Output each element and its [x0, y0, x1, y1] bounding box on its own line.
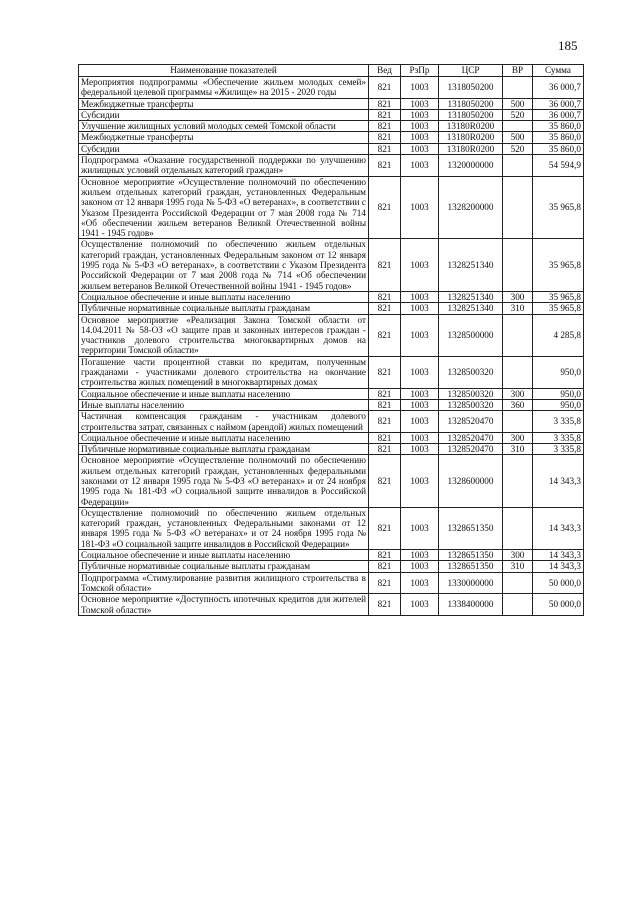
- row-csr-cell: 1320000000: [439, 155, 503, 177]
- row-name-cell: Иные выплаты населению: [79, 399, 369, 410]
- row-rzpr-cell: 1003: [401, 356, 439, 388]
- table-row: [79, 98, 584, 109]
- header-csr: ЦСР: [439, 65, 503, 77]
- table-row: [79, 550, 584, 561]
- header-name: Наименование показателей: [79, 65, 369, 77]
- row-csr-cell: 13180R0200: [439, 132, 503, 143]
- row-ved-cell: 821: [369, 388, 401, 399]
- row-ved-cell: 821: [369, 455, 401, 507]
- row-name-cell: Публичные нормативные социальные выплаты гражданам: [79, 561, 369, 572]
- table-row: [79, 291, 584, 302]
- row-rzpr-cell: 1003: [401, 432, 439, 443]
- row-ved-cell: 821: [369, 572, 401, 594]
- row-vr-cell: [503, 77, 533, 99]
- row-rzpr-cell: 1003: [401, 176, 439, 239]
- row-rzpr-cell: 1003: [401, 291, 439, 302]
- row-rzpr-cell: 1003: [401, 399, 439, 410]
- table-header-row: [79, 65, 584, 77]
- row-sum-cell: 35 965,8: [533, 303, 584, 314]
- row-sum-cell: 36 000,7: [533, 77, 584, 99]
- row-sum-cell: 3 335,8: [533, 432, 584, 443]
- row-name-cell: Социальное обеспечение и иные выплаты населению: [79, 291, 369, 302]
- row-rzpr-cell: 1003: [401, 121, 439, 132]
- row-rzpr-cell: 1003: [401, 455, 439, 507]
- row-name-cell: Подпрограмма «Стимулирование развития жилищного строительства в Томской области»: [79, 572, 369, 594]
- row-name-cell: Социальное обеспечение и иные выплаты населению: [79, 432, 369, 443]
- row-rzpr-cell: 1003: [401, 572, 439, 594]
- header-sum: Сумма: [533, 65, 584, 77]
- row-sum-cell: 50 000,0: [533, 594, 584, 616]
- row-name-cell: Межбюджетные трансферты: [79, 98, 369, 109]
- table-row: [79, 109, 584, 120]
- row-rzpr-cell: 1003: [401, 411, 439, 433]
- row-ved-cell: 821: [369, 399, 401, 410]
- row-vr-cell: [503, 239, 533, 291]
- row-vr-cell: [503, 121, 533, 132]
- row-csr-cell: 1328520470: [439, 411, 503, 433]
- row-csr-cell: 1328251340: [439, 239, 503, 291]
- row-ved-cell: 821: [369, 594, 401, 616]
- table-row: [79, 121, 584, 132]
- page-number: 185: [558, 38, 578, 53]
- row-rzpr-cell: 1003: [401, 550, 439, 561]
- row-csr-cell: 1328251340: [439, 291, 503, 302]
- table-body: [79, 77, 584, 616]
- row-name-cell: Межбюджетные трансферты: [79, 132, 369, 143]
- row-name-cell: Основное мероприятие «Реализация Закона Томской области от 14.04.2011 № 58-ОЗ «О защите прав и законных интересов граждан - участников долевого строительства многоквартирных домов на территории Томской области»: [79, 314, 369, 356]
- table-row: [79, 356, 584, 388]
- row-ved-cell: 821: [369, 176, 401, 239]
- row-csr-cell: 1328520470: [439, 444, 503, 455]
- row-sum-cell: 14 343,3: [533, 550, 584, 561]
- row-rzpr-cell: 1003: [401, 507, 439, 549]
- row-name-cell: Основное мероприятие «Доступность ипотечных кредитов для жителей Томской области»: [79, 594, 369, 616]
- row-name-cell: Подпрограмма «Оказание государственной поддержки по улучшению жилищных условий отдельных категорий граждан»: [79, 155, 369, 177]
- row-sum-cell: 36 000,7: [533, 98, 584, 109]
- row-vr-cell: [503, 356, 533, 388]
- table-row: [79, 388, 584, 399]
- row-name-cell: Частичная компенсация гражданам - участникам долевого строительства затрат, связанных с наймом (арендой) жилых помещений: [79, 411, 369, 433]
- table-row: [79, 239, 584, 291]
- row-name-cell: Социальное обеспечение и иные выплаты населению: [79, 388, 369, 399]
- row-sum-cell: 35 860,0: [533, 121, 584, 132]
- row-name-cell: Публичные нормативные социальные выплаты гражданам: [79, 303, 369, 314]
- row-name-cell: Улучшение жилищных условий молодых семей Томской области: [79, 121, 369, 132]
- row-name-cell: Погашение части процентной ставки по кредитам, полученным гражданами - участниками долевого строительства на окончание строительства жилых помещений в многоквартирных домах: [79, 356, 369, 388]
- row-rzpr-cell: 1003: [401, 239, 439, 291]
- row-ved-cell: 821: [369, 561, 401, 572]
- row-vr-cell: [503, 594, 533, 616]
- row-csr-cell: 13180R0200: [439, 143, 503, 154]
- row-sum-cell: 35 965,8: [533, 176, 584, 239]
- row-sum-cell: 3 335,8: [533, 444, 584, 455]
- row-rzpr-cell: 1003: [401, 109, 439, 120]
- row-sum-cell: 950,0: [533, 399, 584, 410]
- row-vr-cell: [503, 314, 533, 356]
- row-rzpr-cell: 1003: [401, 303, 439, 314]
- row-name-cell: Социальное обеспечение и иные выплаты населению: [79, 550, 369, 561]
- row-csr-cell: 1328500320: [439, 388, 503, 399]
- row-rzpr-cell: 1003: [401, 98, 439, 109]
- row-sum-cell: 4 285,8: [533, 314, 584, 356]
- row-sum-cell: 36 000,7: [533, 109, 584, 120]
- row-vr-cell: 500: [503, 98, 533, 109]
- row-vr-cell: [503, 176, 533, 239]
- row-vr-cell: 300: [503, 291, 533, 302]
- row-csr-cell: 1318050200: [439, 109, 503, 120]
- table-row: [79, 176, 584, 239]
- row-name-cell: Основное мероприятие «Осуществление полномочий по обеспечению жильем отдельных категорий граждан, установленных Федеральным законом от 12 января 1995 года № 5-ФЗ «О ветеранах», в соответствии с Указом Президента Российской Федерации от 7 мая 2008 года № 714 «Об обеспечении жильем ветеранов Великой Отечественной войны 1941 - 1945 годов»: [79, 176, 369, 239]
- row-csr-cell: 1328200000: [439, 176, 503, 239]
- row-csr-cell: 1328500000: [439, 314, 503, 356]
- row-csr-cell: 1328500320: [439, 356, 503, 388]
- row-rzpr-cell: 1003: [401, 444, 439, 455]
- row-csr-cell: 1330000000: [439, 572, 503, 594]
- row-ved-cell: 821: [369, 314, 401, 356]
- row-name-cell: Субсидии: [79, 109, 369, 120]
- table-row: [79, 399, 584, 410]
- row-rzpr-cell: 1003: [401, 561, 439, 572]
- row-vr-cell: 500: [503, 132, 533, 143]
- row-ved-cell: 821: [369, 98, 401, 109]
- row-csr-cell: 1328651350: [439, 550, 503, 561]
- row-sum-cell: 50 000,0: [533, 572, 584, 594]
- row-csr-cell: 1338400000: [439, 594, 503, 616]
- table-row: [79, 572, 584, 594]
- table-row: [79, 303, 584, 314]
- row-sum-cell: 35 860,0: [533, 132, 584, 143]
- row-sum-cell: 950,0: [533, 388, 584, 399]
- row-sum-cell: 14 343,3: [533, 507, 584, 549]
- row-csr-cell: 13180R0200: [439, 121, 503, 132]
- table-row: [79, 411, 584, 433]
- row-vr-cell: 300: [503, 432, 533, 443]
- table-row: [79, 507, 584, 549]
- row-vr-cell: [503, 455, 533, 507]
- row-ved-cell: 821: [369, 155, 401, 177]
- header-ved: Вед: [369, 65, 401, 77]
- row-name-cell: Мероприятия подпрограммы «Обеспечение жильем молодых семей» федеральной целевой программы «Жилище» на 2015 - 2020 годы: [79, 77, 369, 99]
- row-ved-cell: 821: [369, 132, 401, 143]
- row-ved-cell: 821: [369, 303, 401, 314]
- row-ved-cell: 821: [369, 356, 401, 388]
- table-row: [79, 132, 584, 143]
- row-sum-cell: 54 594,9: [533, 155, 584, 177]
- table-row: [79, 444, 584, 455]
- row-name-cell: Публичные нормативные социальные выплаты гражданам: [79, 444, 369, 455]
- row-csr-cell: 1318050200: [439, 98, 503, 109]
- row-csr-cell: 1328651350: [439, 561, 503, 572]
- row-csr-cell: 1318050200: [439, 77, 503, 99]
- row-rzpr-cell: 1003: [401, 132, 439, 143]
- row-vr-cell: 300: [503, 388, 533, 399]
- row-vr-cell: 310: [503, 303, 533, 314]
- row-csr-cell: 1328251340: [439, 303, 503, 314]
- row-sum-cell: 14 343,3: [533, 561, 584, 572]
- table-row: [79, 314, 584, 356]
- row-ved-cell: 821: [369, 507, 401, 549]
- row-vr-cell: 310: [503, 561, 533, 572]
- row-name-cell: Основное мероприятие «Осуществление полномочий по обеспечению жильем отдельных категорий граждан, установленных федеральными законами от 12 января 1995 года № 5-ФЗ «О ветеранах» и от 24 ноября 1995 года № 181-ФЗ «О социальной защите инвалидов в Российской Федерации»: [79, 455, 369, 507]
- row-csr-cell: 1328500320: [439, 399, 503, 410]
- table-row: [79, 143, 584, 154]
- row-ved-cell: 821: [369, 291, 401, 302]
- row-csr-cell: 1328520470: [439, 432, 503, 443]
- row-vr-cell: 360: [503, 399, 533, 410]
- row-ved-cell: 821: [369, 411, 401, 433]
- row-rzpr-cell: 1003: [401, 77, 439, 99]
- row-ved-cell: 821: [369, 121, 401, 132]
- row-ved-cell: 821: [369, 432, 401, 443]
- row-sum-cell: 950,0: [533, 356, 584, 388]
- row-sum-cell: 3 335,8: [533, 411, 584, 433]
- row-sum-cell: 35 860,0: [533, 143, 584, 154]
- table-row: [79, 561, 584, 572]
- table-row: [79, 455, 584, 507]
- row-vr-cell: 520: [503, 143, 533, 154]
- row-rzpr-cell: 1003: [401, 314, 439, 356]
- row-vr-cell: [503, 155, 533, 177]
- row-vr-cell: 520: [503, 109, 533, 120]
- table-row: [79, 432, 584, 443]
- row-ved-cell: 821: [369, 550, 401, 561]
- budget-table: [78, 64, 584, 616]
- row-rzpr-cell: 1003: [401, 388, 439, 399]
- row-ved-cell: 821: [369, 239, 401, 291]
- row-vr-cell: 300: [503, 550, 533, 561]
- row-vr-cell: [503, 411, 533, 433]
- table-row: [79, 594, 584, 616]
- row-ved-cell: 821: [369, 444, 401, 455]
- table-row: [79, 155, 584, 177]
- row-name-cell: Осуществление полномочий по обеспечению жильем отдельных категорий граждан, установленных Федеральными законами от 12 января 1995 года № 5-ФЗ «О ветеранах» и от 24 ноября 1995 года № 181-ФЗ «О социальной защите инвалидов в Российской Федерации»: [79, 507, 369, 549]
- row-csr-cell: 1328651350: [439, 507, 503, 549]
- row-ved-cell: 821: [369, 77, 401, 99]
- row-rzpr-cell: 1003: [401, 155, 439, 177]
- row-vr-cell: [503, 507, 533, 549]
- row-ved-cell: 821: [369, 143, 401, 154]
- row-name-cell: Субсидии: [79, 143, 369, 154]
- row-vr-cell: [503, 572, 533, 594]
- row-rzpr-cell: 1003: [401, 143, 439, 154]
- row-vr-cell: 310: [503, 444, 533, 455]
- row-csr-cell: 1328600000: [439, 455, 503, 507]
- row-sum-cell: 35 965,8: [533, 291, 584, 302]
- row-rzpr-cell: 1003: [401, 594, 439, 616]
- header-rzpr: РзПр: [401, 65, 439, 77]
- row-sum-cell: 14 343,3: [533, 455, 584, 507]
- row-name-cell: Осуществление полномочий по обеспечению жильем отдельных категорий граждан, установленных Федеральным законом от 12 января 1995 года № 5-ФЗ «О ветеранах», в соответствии с Указом Президента Российской Федерации от 7 мая 2008 года № 714 «Об обеспечении жильем ветеранов Великой Отечественной войны 1941 - 1945 годов»: [79, 239, 369, 291]
- row-sum-cell: 35 965,8: [533, 239, 584, 291]
- row-ved-cell: 821: [369, 109, 401, 120]
- header-vr: ВР: [503, 65, 533, 77]
- table-row: [79, 77, 584, 99]
